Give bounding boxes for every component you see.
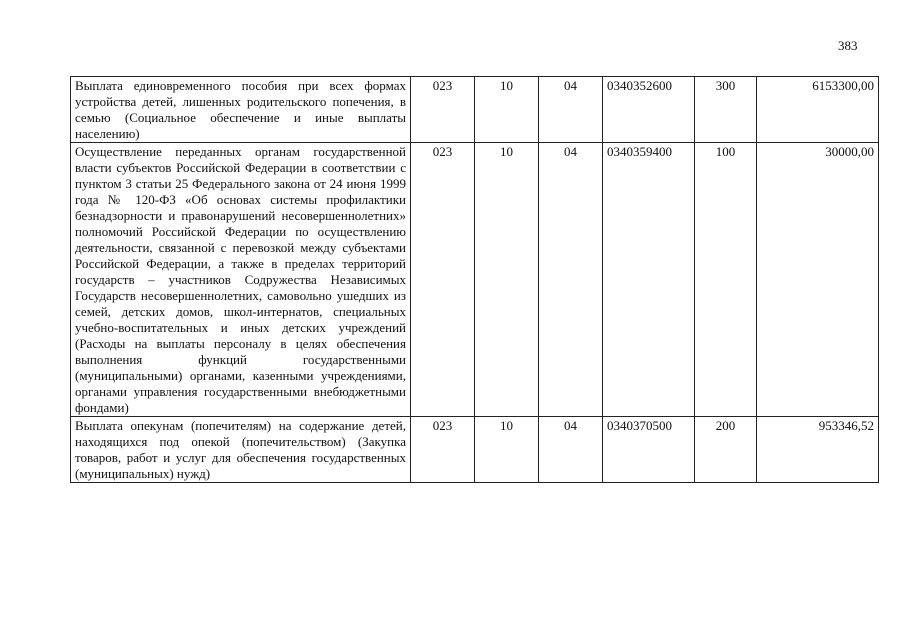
- row-description: Выплата опекунам (попечителям) на содержание детей, находящихся под опекой (попечительством) (Закупка товаров, работ и услуг для обеспечения государственных (муниципальных) нужд): [71, 417, 411, 483]
- section-code: 10: [475, 77, 539, 143]
- expense-type-code: 300: [695, 77, 757, 143]
- expense-type-code: 100: [695, 143, 757, 417]
- expense-type-code: 200: [695, 417, 757, 483]
- amount: 30000,00: [757, 143, 879, 417]
- table-row: [71, 417, 879, 483]
- section-code: 10: [475, 417, 539, 483]
- ministry-code: 023: [411, 143, 475, 417]
- target-article-code: 0340370500: [603, 417, 695, 483]
- budget-table: [70, 76, 879, 483]
- section-code: 10: [475, 143, 539, 417]
- ministry-code: 023: [411, 417, 475, 483]
- subsection-code: 04: [539, 77, 603, 143]
- row-description: Выплата единовременного пособия при всех формах устройства детей, лишенных родительского попечения, в семью (Социальное обеспечение и иные выплаты населению): [71, 77, 411, 143]
- target-article-code: 0340359400: [603, 143, 695, 417]
- ministry-code: 023: [411, 77, 475, 143]
- subsection-code: 04: [539, 417, 603, 483]
- table-row: [71, 77, 879, 143]
- row-description: Осуществление переданных органам государственной власти субъектов Российской Федерации в соответствии с пунктом 3 статьи 25 Федерального закона от 24 июня 1999 года № 120-ФЗ «Об основах системы профилактики безнадзорности и правонарушений несовершеннолетних» полномочий Российской Федерации по осуществлению деятельности, связанной с перевозкой между субъектами Российской Федерации, а также в пределах территорий государств – участников Содружества Независимых Государств несовершеннолетних, самовольно ушедших из семей, детских домов, школ-интернатов, специальных учебно-воспитательных и иных детских учреждений (Расходы на выплаты персоналу в целях обеспечения выполнения функций государственными (муниципальными) органами, казенными учреждениями, органами управления государственными внебюджетными фондами): [71, 143, 411, 417]
- table-row: [71, 143, 879, 417]
- target-article-code: 0340352600: [603, 77, 695, 143]
- subsection-code: 04: [539, 143, 603, 417]
- amount: 953346,52: [757, 417, 879, 483]
- amount: 6153300,00: [757, 77, 879, 143]
- page-number: 383: [838, 38, 858, 53]
